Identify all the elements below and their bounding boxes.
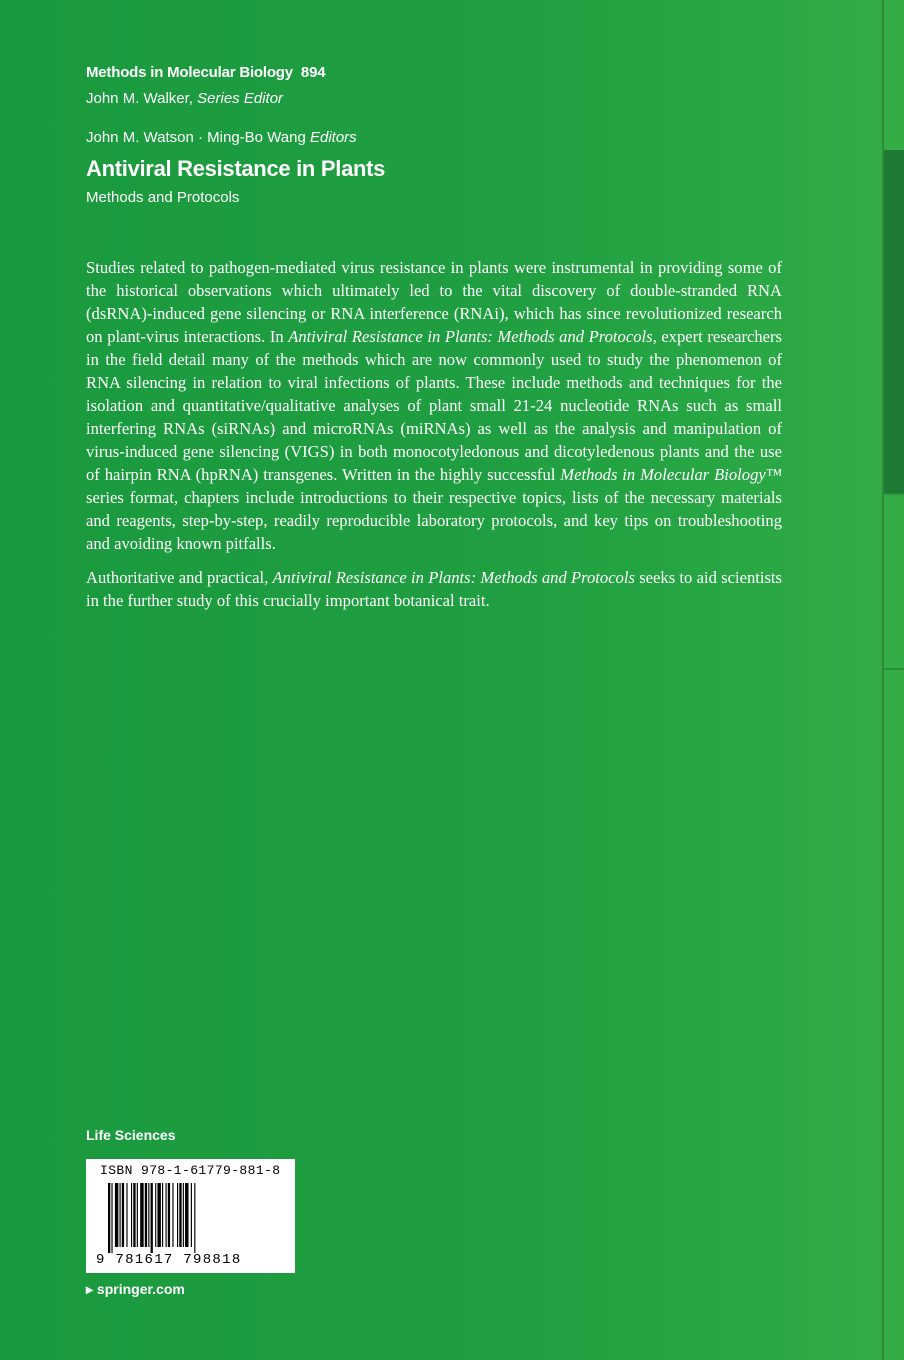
barcode-bar bbox=[111, 1183, 112, 1253]
barcode-bar bbox=[115, 1183, 118, 1247]
barcode-bars bbox=[108, 1183, 276, 1253]
barcode-bar bbox=[126, 1183, 127, 1247]
publisher-link[interactable] bbox=[86, 1281, 185, 1298]
barcode-bar bbox=[172, 1183, 173, 1247]
barcode-bar bbox=[183, 1183, 184, 1247]
barcode-bar bbox=[185, 1183, 188, 1247]
barcode-bar bbox=[191, 1183, 192, 1247]
isbn-label: ISBN 978-1-61779-881-8 bbox=[100, 1163, 281, 1178]
description-paragraph-1 bbox=[86, 256, 782, 555]
book-description bbox=[86, 256, 782, 623]
barcode-bar bbox=[179, 1183, 181, 1247]
description-text: seeks to aid scientists in the further study of this crucially important botanical trait. bbox=[86, 568, 782, 610]
series-editor bbox=[86, 90, 283, 107]
spine-dark-band bbox=[884, 150, 904, 493]
description-text: Studies related to pathogen-mediated virus resistance in plants were instrumental in providing some of the historical observations which ultimately led to the vital discovery of double-stranded RNA (dsRNA)-induced gene silencing or RNA interference (RNAi), which has since revolutionized research on plant-virus interactions. In bbox=[86, 258, 782, 346]
barcode-bar bbox=[122, 1183, 124, 1247]
barcode-bar bbox=[162, 1183, 163, 1247]
isbn-barcode bbox=[86, 1159, 295, 1273]
book-editors bbox=[86, 129, 357, 146]
barcode-bar bbox=[145, 1183, 147, 1247]
book-editors-role: Editors bbox=[309, 129, 357, 146]
barcode-bar bbox=[120, 1183, 121, 1247]
series-number: 894 bbox=[300, 64, 326, 81]
book-editors-names: John M. Watson · Ming-Bo Wang bbox=[86, 129, 306, 146]
series-name: Methods in Molecular Biology bbox=[86, 64, 293, 81]
book-title: Antiviral Resistance in Plants bbox=[86, 156, 386, 181]
description-paragraph-2 bbox=[86, 566, 782, 612]
barcode-bar bbox=[140, 1183, 143, 1247]
barcode-bar bbox=[166, 1183, 167, 1247]
arrow-right-icon: ▸ bbox=[86, 1281, 94, 1297]
series-editor-role: Series Editor bbox=[197, 90, 284, 107]
description-text: series format, chapters include introductions to their respective topics, lists of the necessary materials and reagents, step-by-step, readily reproducible laboratory protocols, and key tips on troubleshooting and avoiding known pitfalls. bbox=[86, 488, 782, 553]
barcode-bar bbox=[177, 1183, 178, 1247]
barcode-bar bbox=[137, 1183, 138, 1247]
publisher-link-label: springer.com bbox=[96, 1281, 185, 1297]
barcode-bar bbox=[148, 1183, 149, 1247]
barcode-bar bbox=[151, 1183, 153, 1253]
barcode-bar bbox=[157, 1183, 160, 1247]
description-text: Authoritative and practical, bbox=[86, 568, 273, 587]
spine-tick bbox=[884, 493, 904, 495]
barcode-bar bbox=[194, 1183, 195, 1253]
barcode-bar bbox=[108, 1183, 110, 1253]
barcode-bar bbox=[155, 1183, 156, 1247]
barcode-bar bbox=[168, 1183, 170, 1247]
barcode-bar bbox=[131, 1183, 132, 1247]
barcode-bar bbox=[133, 1183, 135, 1247]
series-editor-name: John M. Walker, bbox=[86, 90, 193, 107]
description-italic-title: Antiviral Resistance in Plants: Methods and Protocols, bbox=[288, 327, 657, 346]
subject-category: Life Sciences bbox=[86, 1127, 176, 1143]
description-text: expert researchers in the field detail many of the methods which are now commonly used to study the phenomenon of RNA silencing in relation to viral infections of plants. These include methods and techniques for the isolation and quantitative/qualitative analyses of plant small 21-24 nucleotide RNAs such as small interfering RNAs (siRNAs) and microRNAs (miRNAs) as well as the analysis and manipulation of virus-induced gene silencing (VIGS) in both monocotyledonous and dicotyledenous plants and the use of hairpin RNA (hpRNA) transgenes. Written in the highly successful bbox=[86, 327, 782, 484]
description-italic-title: Antiviral Resistance in Plants: Methods and Protocols bbox=[272, 568, 635, 587]
description-italic-series: Methods in Molecular Biology™ bbox=[560, 465, 782, 484]
barcode-digits: 9 781617 798818 bbox=[96, 1252, 242, 1268]
book-subtitle: Methods and Protocols bbox=[86, 189, 240, 206]
series-heading bbox=[86, 64, 325, 81]
spine-tick bbox=[884, 668, 904, 670]
